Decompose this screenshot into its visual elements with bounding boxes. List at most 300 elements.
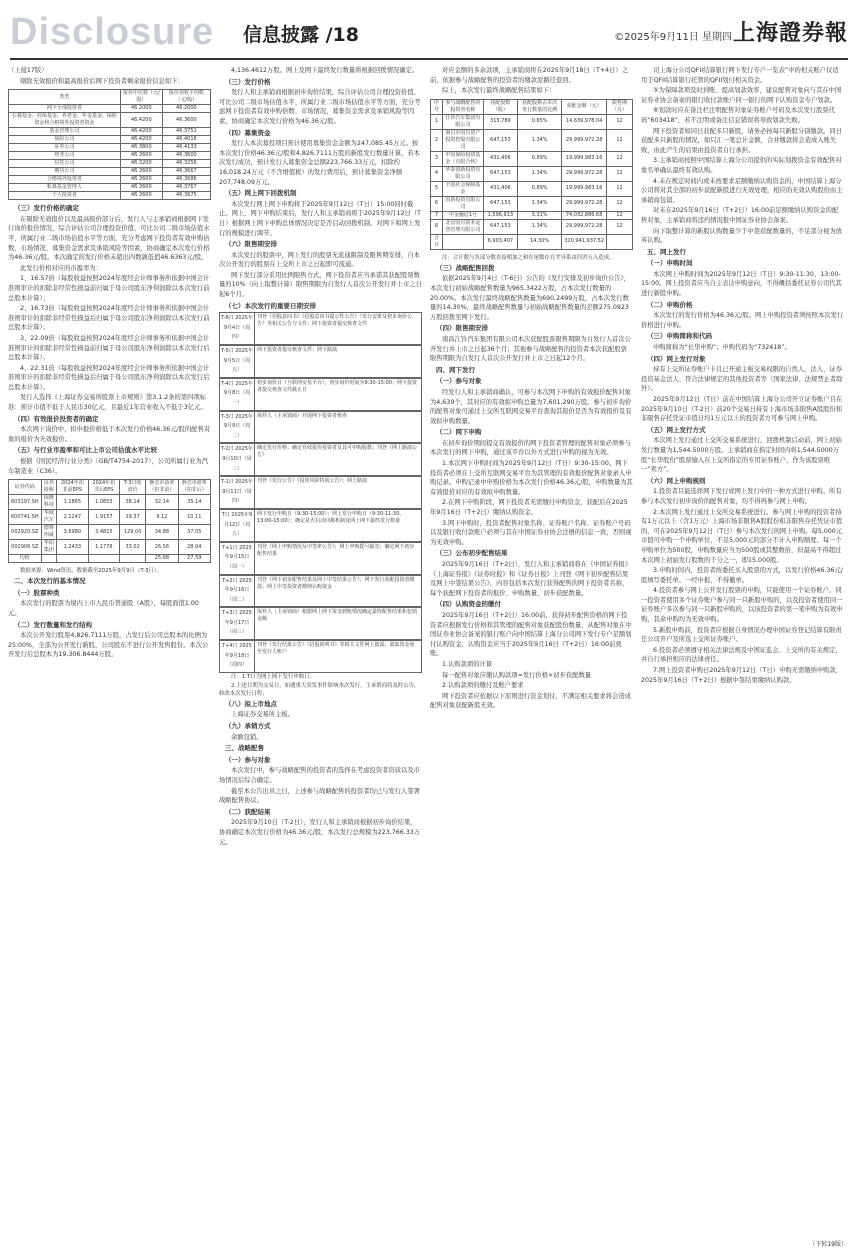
table-cell: 南昌市国有资产投资控股有限公司 [442, 129, 483, 151]
table-cell: 1.34% [517, 219, 561, 234]
paragraph: 3.主承销商按照中国结算上海分公司提供的实际划拨资金有效配售对象名单确认最终有效认购。 [641, 157, 842, 174]
section-heading: （八）拟上市地点 [225, 699, 277, 708]
section-heading: （三）发行价格 [225, 77, 271, 86]
table-cell [88, 555, 119, 563]
paragraph: 上海证券交易所主板。 [231, 711, 294, 719]
paragraph: 对未在2025年9月16日（T+2日）16:00前足额缴纳认购资金的配售对象，主承销商将违约情况报中国证券业协会备案。 [641, 207, 839, 224]
table-cell [120, 555, 146, 563]
table-cell: 28.04 [178, 540, 210, 555]
table-cell: 46.3600 [120, 152, 162, 160]
schedule-date: T日 2025年9月12日（周五） [220, 510, 255, 541]
table-row [431, 166, 633, 181]
paragraph: 截至本公告出具之日，上述参与战略配售的投资者均已与发行人签署战略配售协议。 [219, 787, 420, 805]
schedule-event: 保荐人（主承销商）开展网下投资者核查 [257, 412, 348, 419]
table-cell: 1.34% [517, 196, 561, 211]
table-cell: 647,153 [483, 196, 517, 211]
table-cell: 华阳集团 [41, 540, 56, 555]
table-cell: 私募基金管理人 [9, 184, 121, 192]
table-note: 注：合计数与各部分数直接相加之和在尾数存在差异系由四舍五入造成。 [442, 254, 615, 261]
paragraph: 发行人和主承销商根据初步询价结果，综合评估公司合理投资价值、可比公司二级市场估值水平、所属行业二级市场估值水平等方面，充分考虑网下投资者有效申购倍数、市场情况、募集资金需求及承销风险等因素，协商确定本次发行价格为46.36元/股。 [219, 89, 421, 125]
section-heading: （三）战略配售回拨 [436, 263, 495, 272]
schedule-row [219, 640, 422, 673]
schedule-note: 注：1.T日为网上网下发行申购日； [231, 673, 315, 680]
table-cell: 1.34% [517, 129, 561, 151]
table-note: 数据来源：Wind资讯，数据截至2025年9月9日（T-3日）。 [20, 568, 163, 575]
quote-summary-table [8, 89, 211, 200]
table-cell: 合计 [431, 234, 443, 249]
paragraph: 本次网下询价中，拟申报价格低于本次发行价格46.36元/股的配售对象的报价为无效报价。 [8, 426, 211, 443]
table-cell: 46.3200 [120, 160, 162, 168]
table-cell: 46.3600 [120, 168, 162, 176]
table-cell: 证券公司 [9, 144, 121, 152]
table-cell: 29,999,972.28 [562, 129, 607, 151]
paragraph: 3.申购时间内，投资者按委托买入股票的方式，以发行价格46.36元/股填写委托单。一经申报，不得撤单。 [641, 567, 843, 584]
table-cell: 37.05 [178, 525, 210, 540]
table-cell: 财务公司 [9, 152, 121, 160]
schedule-row [219, 345, 422, 378]
paragraph: 申购简称为“长华申购”；申购代码为“732418”。 [653, 344, 791, 352]
table-body [9, 105, 211, 200]
column-1 [8, 66, 211, 1246]
table-cell: 129.00 [120, 525, 146, 540]
table-cell: 2 [431, 129, 443, 151]
paragraph: 根据《国民经济行业分类》（GB/T4754-2017），公司所属行业为汽车制造业（C36）。 [8, 458, 209, 475]
table-cell: 431,406 [483, 181, 517, 196]
table-cell: 46.3751 [162, 128, 210, 136]
table-cell: 38.14 [120, 495, 146, 510]
table-cell: 1.34% [517, 166, 561, 181]
table-row [9, 525, 211, 540]
schedule-row [219, 542, 422, 575]
table-cell: 期货公司 [9, 168, 121, 176]
table-cell: 12 [607, 151, 633, 166]
paragraph: 3、22.09倍（每股收益按照2024年度经会计师事务所依据中国会计准则审计的扣除非经常性损益前归属于母公司股东净利润除以本次发行后总股本计算）； [8, 334, 210, 362]
schedule-row [219, 443, 422, 476]
table-body [431, 114, 633, 249]
schedule-date: T-1日 2025年9月11日（周四） [220, 477, 255, 508]
table-cell: 14,639,978.04 [562, 114, 607, 129]
table-cell: 8 [431, 219, 443, 234]
table-cell: 保隆科技 [41, 495, 56, 510]
section-heading: （一）参与对象 [225, 755, 271, 764]
table-cell: 19.37 [120, 510, 146, 525]
schedule-row [219, 312, 422, 345]
table-cell: 均值 [9, 555, 42, 563]
table-body [9, 495, 211, 563]
section-heading: 二、本次发行的基本情况 [14, 577, 86, 586]
table-cell: 29,999,972.28 [562, 196, 607, 211]
paragraph: 2.在网下申购阶段，网下投资者无需缴付申购资金，获配后在2025年9月16日（T+2日）缴纳认购资金。 [430, 499, 628, 517]
section-heading: （四）限售期安排 [436, 324, 488, 333]
table-cell: 315,789 [483, 114, 517, 129]
table-cell: 基金管理公司 [9, 128, 121, 136]
table-cell: 74,032,886.68 [562, 211, 607, 219]
table-cell: 6,903,407 [483, 234, 517, 249]
table-cell: 46.3667 [162, 168, 210, 176]
paragraph: 本次发行中，参与战略配售的投资者的选择在考虑投资者资质以及市场情况后综合确定。 [219, 767, 420, 784]
table-row [9, 113, 211, 128]
paragraph: 2025年9月10日（T-2日），发行人和主承销商根据初步询价结果，协商确定本次发行价格为46.36元/股，本次发行总规模为223,766.33万元。 [219, 819, 421, 846]
table-header-cell: 序号 [431, 99, 443, 114]
paragraph: 此发行价格对应的市盈率为： [20, 264, 102, 272]
table-cell: 0.89% [517, 181, 561, 196]
paragraph: 4.未在规定时间内或未按要求足额缴纳认购资金的，中国结算上海分公司将对其全部的初步获配新股进行无效处理，相应的无效认购股份由主承销商包销。 [641, 177, 843, 204]
section-heading: （四）募集资金 [225, 128, 271, 137]
paragraph: 本次网上发行通过上交所交易系统进行，回拨机制启动前，网上初始发行数量为1,544.5000万股。主承销商在指定时间内将1,544.5000万股“长华股份”股票输入在上交所指定的专用证券账户，作为该股票唯一“卖方”。 [641, 437, 842, 474]
table-cell: 46.3600 [162, 152, 210, 160]
paragraph: 在初步询价期间提交有效报价的网下投资者管理的配售对象必须参与本次发行的网下申购，通过该平台以外方式进行申购的视为无效。 [430, 439, 631, 457]
paragraph: 剔除无效报价和最高报价后网下投资者剩余报价信息如下： [20, 77, 184, 85]
table-cell: 46.4200 [120, 128, 162, 136]
table-cell: 北京国有资本运营管理有限公司 [442, 219, 483, 234]
paragraph: 余额包销。 [231, 733, 263, 741]
table-row [9, 555, 211, 563]
table-cell: 4 [431, 166, 443, 181]
table-cell: 国新投资有限公司 [442, 196, 483, 211]
table-cell: 25.68 [146, 555, 178, 563]
table-row [9, 128, 211, 136]
table-header-cell: 证券简称 [41, 480, 56, 495]
table-cell: 26.56 [146, 540, 178, 555]
paragraph: 5.新股申购前，投资者应根据自身情况办理中国证券登记结算有限责任公司开户及所选上交所证券账户。 [641, 626, 842, 644]
table-row [431, 129, 633, 151]
table-cell: 1.0853 [88, 495, 119, 510]
paragraph: 本次发行的股票为境内上市人民币普通股（A股），每股面值1.00元。 [8, 600, 199, 617]
table-cell: 1.1778 [88, 540, 119, 555]
section-heading: （五）网上发行方式 [647, 425, 706, 434]
table-cell: 46.3600 [120, 192, 162, 200]
table-cell: 1.1865 [57, 495, 88, 510]
paragraph: 司上海分公司QFII结算银行网下发行专户一览表”中的相关账户仅适用于QFII结算银行托管的QFII划付相关资金。 [641, 67, 839, 84]
schedule-event: 初步询价日（互联网交易平台），初步询价时间为9:30-15:00；网下投资者提交核查文件截止日 [257, 379, 417, 393]
table-header-cell: 限售期（月） [607, 99, 633, 114]
schedule-event: 网下投资者提交核查文件；网下路演 [257, 347, 338, 354]
table-cell: 46.3600 [120, 176, 162, 184]
table-cell: 27.59 [178, 555, 210, 563]
paragraph: 2.认购款项的缴付及账户要求 [442, 682, 524, 690]
table-cell: 9.12 [146, 510, 178, 525]
section-heading: （二）发行数量和发行结构 [14, 620, 92, 629]
section-heading: （二）获配结果 [225, 807, 271, 816]
table-cell: 12 [607, 219, 633, 234]
table-header-row [9, 480, 211, 495]
comparable-companies-table [8, 479, 211, 563]
section-heading: （四）有效报价投资者的确定 [14, 414, 99, 423]
paragraph: 4、22.31倍（每股收益按照2024年度经会计师事务所依据中国会计准则审计的扣除非经常性损益后归属于母公司股东净利润除以本次发行后总股本计算）。 [8, 364, 210, 391]
table-cell: 合格境外投资者 [9, 176, 121, 184]
table-cell: 0.89% [517, 151, 561, 166]
table-cell: 431,406 [483, 151, 517, 166]
column-3 [430, 66, 633, 1246]
table-cell: 46.2000 [162, 105, 210, 113]
paragraph: 本次发行的股票中，网上发行的股票无流通限制及限售期安排，自本次公开发行的股票在上交所上市之日起即可流通。 [219, 251, 420, 269]
continued-to: （下转19版） [809, 1241, 847, 1248]
table-cell: 33.02 [120, 540, 146, 555]
table-header-row [9, 90, 211, 105]
table-cell [442, 234, 483, 249]
table-header-cell: 类型 [9, 90, 121, 105]
schedule-date: T-6日 2025年9月4日（周四） [220, 313, 255, 344]
schedule-event: 确定发行价格；确定有效报价投资者及其可申购股数；刊登《网上路演公告》 [257, 445, 418, 459]
table-cell: 12 [607, 181, 633, 196]
table-cell: 647,153 [483, 166, 517, 181]
column-2 [219, 66, 422, 1246]
table-cell: 46.3675 [162, 192, 210, 200]
schedule-row [219, 476, 422, 509]
section-heading: （五）与行业市盈率和可比上市公司估值水平比较 [14, 446, 157, 455]
table-header-cell: 参与战略配售的投资者名称 [442, 99, 483, 114]
paragraph: 1.本次网下申购时间为2025年9月12日（T日）9:30-15:00。网下投资者必须在上交所互联网交易平台为其管理的有效报价配售对象录入申购记录。申购记录中申购价格为本次发行价格46.36元/股，申购数量为其有效报价对应的有效拟申购数量。 [430, 460, 633, 496]
table-cell: 002906.SZ [9, 540, 42, 555]
table-row [9, 176, 211, 184]
table-cell: 600741.SH [9, 510, 42, 525]
table-row [9, 495, 211, 510]
table-cell: 12 [607, 129, 633, 151]
section-heading: （六）限售期安排 [225, 240, 277, 249]
table-row [9, 510, 211, 525]
table-header-row [431, 99, 633, 114]
section-heading: （一）参与对象 [436, 377, 482, 386]
table-cell: 12 [607, 196, 633, 211]
table-cell: 1.2433 [57, 540, 88, 555]
paragraph: 对应金额的多余款项，主承销商将在2025年9月18日（T+4日）之前，依据参与战略配售的投资者的缴款原路径退回。 [430, 67, 629, 84]
table-cell: 3 [431, 151, 443, 166]
schedule-date: T-5日 2025年9月5日（周五） [220, 346, 255, 377]
continued-from: （上接17版） [8, 67, 48, 74]
table-header-cell: 证券代码 [9, 480, 42, 495]
table-cell [57, 555, 88, 563]
paragraph: 4,136.4612万股。网上及网下最终发行数量将根据回拨情况确定。 [231, 67, 419, 74]
table-cell: 1,596,913 [483, 211, 517, 219]
table-cell: 信托公司 [9, 160, 121, 168]
paragraph: 6.投资者必须遵守相关法律法规及中国证监会、上交所的有关规定，并自行承担相应的法律责任。 [641, 646, 842, 664]
section-heading: （一）申购时间 [647, 259, 693, 268]
paragraph: 2025年9月12日（T日）前在中国结算上海分公司开立证券账户且在2025年9月10日（T-2日）前20个交易日持有上海市场非限售A股股份和非限售存托凭证市值日均1万元以上的投资者方可参与网上申购。 [641, 396, 843, 423]
paragraph: 本次网上申购时间为2025年9月12日（T日）9:30-11:30、13:00-15:00。网上投资者应当自主表达申购意向，不得概括委托证券公司代其进行新股申购。 [641, 270, 842, 298]
masthead [10, 6, 848, 60]
paragraph: 2025年9月16日（T+2日）16:00前，获得初步配售资格的网下投资者应根据发行价格和其管理的配售对象获配股份数量，从配售对象在中国证券业协会备案的银行账户向中国结算上海分公司网下发行专户足额划付认购资金，认购资金应当于2025年9月16日（T+2日）16:00前到账。 [430, 611, 632, 658]
table-header-cell: T-3日收盘价 [120, 480, 146, 495]
schedule-event: 刊登《网下初步配售结果及网上中签结果公告》；网下发行获配投资者缴款；网上中签投资者缴纳认购资金 [257, 576, 415, 590]
table-cell [41, 555, 56, 563]
table-row [431, 181, 633, 196]
table-header-cell: 获配股数占本次发行数量的比例 [517, 99, 561, 114]
section-heading: （九）承销方式 [225, 722, 271, 731]
paragraph: 发行人本次募投项目预计使用募集资金金额为247,085.45万元。按本次发行价格46.36元/股和4,826.7111万股的新股发行数量计算，若本次发行成功，预计发行人募集资金总额223,766.33万元，扣除约16,018.24万元（不含增值税）的发行费用后，预计募集资金净额207,748.09万元。 [219, 140, 421, 186]
schedule-row [219, 411, 422, 444]
table-cell: 19,999,983.16 [562, 151, 607, 166]
paragraph: 网下投资者如同日获配多只新股，请务必按每只新股分别缴款。同日获配多只新股的情况，如只汇一笔总计金额，合并缴款将会造成入账失败，由此产生的后果由投资者自行承担。 [641, 127, 842, 154]
table-cell: 3.4815 [88, 525, 119, 540]
table-row [431, 151, 633, 166]
table-cell: 德赛西威 [41, 525, 56, 540]
section-heading: （三）公布初步配售结果 [436, 549, 508, 558]
table-cell: 46.2000 [120, 105, 162, 113]
strategic-placement-table [430, 99, 633, 250]
paragraph: 4.投资者参与网上公开发行股票的申购，只能使用一个证券账户。同一投资者使用多个证券账户参与同一只新股申购的，以及投资者使用同一证券账户多次参与同一只新股申购的，以该投资者的第一笔申购为有效申购，其余申购均为无效申购。 [641, 587, 843, 624]
paragraph: 2.本次网上发行通过上交所交易系统进行。参与网上申购的投资者持有1万元以上（含1万元）上海市场非限售A股股份和非限售存托凭证市值的，可在2025年9月12日（T日）参与本次发行的网上申购。每5,000元市值可申购一个申购单位，不足5,000元的部分不计入申购额度。每一个申购单位为500股，申购数量应当为500股或其整数倍，但最高不得超过本次网上初始发行股数的千分之一，即15,000股。 [641, 508, 843, 564]
table-cell: 32.14 [146, 495, 178, 510]
section-heading: （三）发行价格的确定 [14, 204, 79, 213]
paragraph: 3.网下申购时，投资者配售对象名称、证券账户名称、证券账户号码以及银行收付款账户必须与其在中国证券业协会注册的信息一致，否则视为无效申购。 [430, 519, 632, 546]
table-cell: 46.3600 [120, 184, 162, 192]
paragraph: 在剔除无效报价以及最高报价部分后，发行人与主承销商根据网下发行询价报价情况，综合评估公司合理投资价值、可比公司二级市场估值水平、所属行业二级市场估值水平等方面，充分考虑网下投资者有效申购倍数、市场情况、募集资金需求及承销风险等因素，协商确定本次发行价格为46.36元/股。本次确定的发行价格未超出四数孰低值46.6363元/股。 [8, 215, 210, 262]
table-cell: 中国保险投资基金（有限合伙） [442, 151, 483, 166]
table-cell: 46.4200 [120, 136, 162, 144]
table-row [431, 211, 633, 219]
table-header-cell: 2024年扣非前EPS [57, 480, 88, 495]
schedule-date: T-4日 2025年9月8日（周一） [220, 379, 255, 410]
table-header-cell: 静态市盈率（扣非前） [146, 480, 178, 495]
paragraph: 发行人选择《上海证券交易所股票上市规则》第3.1.2条的第四项标准：预计市值不低于人民币30亿元，且最近1年营业收入不低于3亿元。 [8, 394, 207, 412]
paragraph: 1、16.57倍（每股收益按照2024年度经会计师事务所依据中国会计准则审计的扣除非经常性损益前归属于母公司股东净利润除以本次发行前总股本计算）； [8, 275, 210, 302]
section-heading: 四、网下发行 [436, 365, 475, 374]
table-cell: 5 [431, 181, 443, 196]
paragraph: 南昌江铃汽车集团有限公司本次获配股票限售期限为自发行人首次公开发行并上市之日起36个月；其他参与战略配售的投资者本次获配股票限售期限为自发行人首次公开发行并上市之日起12个月。 [430, 335, 631, 363]
paragraph: 7.网上投资者申购日2025年9月12日（T日）申购无需缴纳申购款，2025年9月16日（T+2日）根据中签结果缴纳认购款。 [641, 667, 843, 684]
schedule-event: 网下发行申购日（9:30-15:00）；网上发行申购日（9:30-11:30，13:00-15:00）；确定是否启动回拨机制及网上网下最终发行数量 [257, 510, 405, 524]
table-row [431, 219, 633, 234]
table-cell: 12 [607, 114, 633, 129]
schedule-event: 保荐人（主承销商）根据网上网下资金到账情况确定最终配售结果和包销金额 [257, 609, 418, 623]
schedule-date: T-3日 2025年9月9日（周二） [220, 412, 255, 443]
schedule-date: T+1日 2025年9月15日（周一） [220, 543, 255, 574]
table-cell: 002920.SZ [9, 525, 42, 540]
schedule-row [219, 607, 422, 640]
table-cell: 46.3800 [120, 144, 162, 152]
table-cell: 46.3686 [162, 176, 210, 184]
table-row [9, 540, 211, 555]
table-row [9, 184, 211, 192]
table-cell: 46.3256 [162, 160, 210, 168]
schedule-event: 刊登《发行结果公告》《招股说明书》等相关文件网上披露；募集资金划至发行人账户 [257, 642, 415, 656]
schedule-row [219, 575, 422, 608]
column-4 [641, 66, 844, 1246]
table-row [9, 160, 211, 168]
table-cell: 2.1247 [57, 510, 88, 525]
table-row [9, 144, 211, 152]
paragraph: 1.认购款项的计算 [442, 660, 493, 668]
table-cell: 29,999,972.28 [562, 166, 607, 181]
table-header-cell: 2024年扣非后EPS [88, 480, 119, 495]
section-heading: （二）网下申购 [436, 428, 482, 437]
table-row [431, 114, 633, 129]
table-cell: 12 [607, 211, 633, 219]
table-cell: 全国社会保障基金 [442, 181, 483, 196]
table-cell: 个人投资者 [9, 192, 121, 200]
table-cell: 保险公司 [9, 136, 121, 144]
schedule-date: T+2日 2025年9月16日（周二） [220, 576, 255, 607]
table-cell: 35.14 [178, 495, 210, 510]
paragraph: 本次发行网上网下申购将于2025年9月12日（T日）15:00同时截止。网上、网下申购结束后，发行人和主承销商将于2025年9月12日（T日）根据网上网下申购总体情况决定是否启动回拨机制，对网下和网上发行的规模进行调节。 [219, 200, 421, 237]
paragraph: 2、16.73倍（每股收益按照2024年度经会计师事务所依据中国会计准则审计的扣除非经常性损益后归属于母公司股东净利润除以本次发行前总股本计算）； [8, 305, 210, 332]
table-cell: 1 [431, 114, 443, 129]
section-heading: （二）申购价格 [647, 300, 693, 309]
table-header-cell: 获配金额（元） [562, 99, 607, 114]
paragraph: ⑤为保障款项及时到账、提高划款效率，建议配售对象向与其在中国证券业协会备案的银行收付款账户同一银行的网下认购资金专户划款。 [641, 87, 842, 104]
section-heading: （四）网上发行对象 [647, 354, 706, 363]
schedule-event: 刊登《招股意向书》《招股意向书提示性公告》《发行安排及初步询价公告》等相关公告与文件；网下投资者提交核查文件 [257, 314, 413, 328]
table-cell: 3.6980 [57, 525, 88, 540]
paragraph: 经发行人和主承销商确认，可参与本次网下申购的有效报价配售对象为4,639个，其对应的有效拟申购总量为7,601,290万股。参与初步询价的配售对象可通过上交所互联网交易平台查询其报价是否为有效报价及有效拟申购数量。 [430, 388, 632, 425]
schedule-event: 刊登《发行公告》《投资风险特别公告》；网上路演 [257, 478, 368, 485]
schedule-row [219, 378, 422, 411]
section-heading: （七）本次发行的重要日期安排 [225, 301, 316, 310]
table-cell: 29,999,972.28 [562, 219, 607, 234]
table-cell: 10.11 [178, 510, 210, 525]
paragraph: 依据2025年9月4日（T-6日）公告的《发行安排及初步询价公告》，本次发行初始战略配售数量为965.3422万股，占本次发行数量的20.00%。本次发行最终战略配售数量为690.2499万股，占本次发行数量的14.30%，最终战略配售数量与初始战略配售数量的差额275.0923万股回拨至网下发行。 [430, 275, 630, 321]
table-cell: 46.4200 [120, 113, 162, 128]
newspaper-name: 上海證券報 [732, 20, 848, 46]
table-cell: 46.3767 [162, 184, 210, 192]
table-header-cell: 报价加权平均数（元/股） [162, 90, 210, 105]
schedule-date: T+4日 2025年9月18日（周四） [220, 641, 255, 672]
table-cell: 603197.SH [9, 495, 42, 510]
table-header-cell: 静态市盈率（扣非后） [178, 480, 210, 495]
section-title: 信息披露 /18 [243, 24, 359, 46]
schedule-row [219, 509, 422, 542]
table-cell: 12 [607, 166, 633, 181]
table-row [431, 196, 633, 211]
table-cell: 中金融启1号 [442, 211, 483, 219]
issue-date: ©2025年9月11日 星期四 [614, 32, 732, 43]
schedule-note: 2.上述日期为交易日，如遇重大突发事件影响本次发行，主承销商将及时公告，修改本次发行日程； [219, 682, 420, 697]
table-cell: 网下全部投资者 [9, 105, 121, 113]
table-row [9, 105, 211, 113]
table-cell: 1.9157 [88, 510, 119, 525]
paragraph: 本次公开发行股票4,826.7111万股，占发行后公司总股本的比例为25.00%，全部为公开发行新股，公司股东不进行公开发售股份。本次公开发行后总股本为19,306.8444万股。 [8, 632, 209, 659]
paragraph: 综上，本次发行最终战略配售结果如下： [442, 87, 556, 95]
table-cell: 江铃汽车集团有限公司 [442, 114, 483, 129]
table-row [9, 192, 211, 200]
paragraph: 本次发行的发行价格为46.36元/股。网上申购投资者须按照本次发行价格进行申购。 [641, 312, 844, 329]
paragraph: 1.投资者只能选择网下发行或网上发行中的一种方式进行申购。所有参与本次发行初步询价的配售对象，均不得再参与网上申购。 [641, 488, 842, 505]
paragraph: 2025年9月16日（T+2日），发行人和主承销商将在《中国证券报》《上海证券报》《证券时报》和《证券日报》上刊登《网下初步配售结果及网上中签结果公告》，内容包括本次发行获得配售的网下投资者名称、每个获配网下投资者的报价、申购数量、初步获配数量。 [430, 561, 632, 597]
disclosure-logo: Disclosure [10, 11, 215, 53]
table-header-cell: 报价中位数（元/股） [120, 90, 162, 105]
schedule-date: T-2日 2025年9月10日（周三） [220, 444, 255, 475]
table-cell: 0.65% [517, 114, 561, 129]
paragraph: 网下发行部分采用比例限售方式，网下投资者应当承诺其获配股票数量的10%（向上取整计算）限售期限为自发行人首次公开发行并上市之日起6个月。 [219, 271, 422, 299]
schedule-date: T+3日 2025年9月17日（周三） [220, 608, 255, 639]
table-row [9, 168, 211, 176]
table-cell: 647,153 [483, 129, 517, 151]
table-cell: 华泰创新投资有限公司 [442, 166, 483, 181]
table-cell: 7 [431, 211, 443, 219]
table-cell: 46.4133 [162, 144, 210, 152]
schedule-event: 刊登《网上申购情况及中签率公告》；网上申购摇号抽签；确定网下初步配售结果 [257, 543, 415, 557]
table-cell: 6 [431, 196, 443, 211]
table-cell: 34.88 [146, 525, 178, 540]
section-heading: （三）申购简称和代码 [647, 332, 712, 341]
table-header-cell: 获配股数（股） [483, 99, 517, 114]
table-cell: 华域汽车 [41, 510, 56, 525]
table-cell: 320,941,937.52 [562, 234, 607, 249]
table-cell: 公募基金、社保基金、养老金、年金基金、保险资金和合格境外投资者资金 [9, 113, 121, 128]
paragraph: 持有上交所证券账户卡且已开通主板交易权限的自然人、法人、证券投资基金法人、符合法律规定的其他投资者等（国家法律、法规禁止者除外）。 [641, 366, 843, 393]
table-row [9, 136, 211, 144]
section-heading: （一）股票种类 [14, 588, 60, 597]
section-heading: （四）认购资金的缴付 [436, 600, 501, 609]
table-cell: 647,153 [483, 219, 517, 234]
section-heading: 三、战略配售 [225, 744, 264, 753]
table-cell: 46.4016 [162, 136, 210, 144]
table-cell: 3.31% [517, 211, 561, 219]
paragraph: ⑥划款时应在备注栏注明配售对象证券账户号码及本次发行股票代码“603418”，若不注明或备注信息错误将导致划款失败。 [641, 107, 835, 124]
table-cell: 19,999,983.16 [562, 181, 607, 196]
section-heading: （六）网上申购规则 [647, 476, 706, 485]
section-heading: （五）网上网下回拨机制 [225, 189, 297, 198]
